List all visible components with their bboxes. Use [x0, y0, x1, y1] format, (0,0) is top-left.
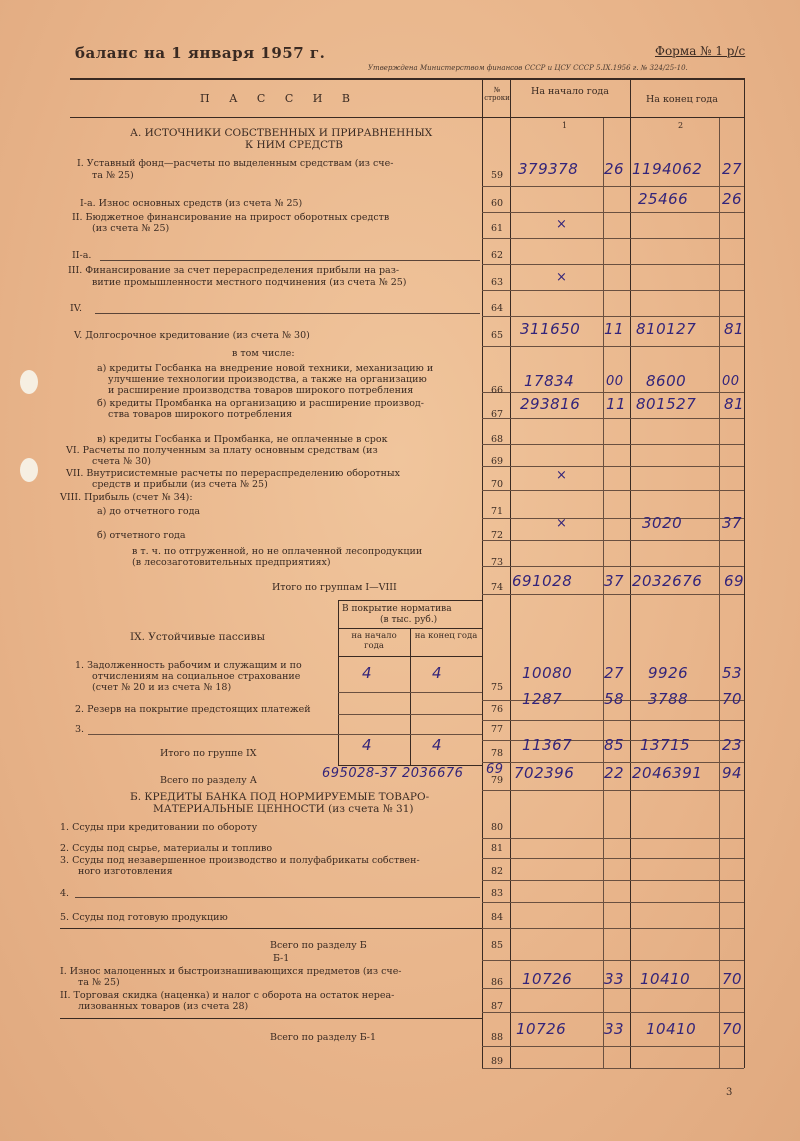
value-59-start-kop: 26 — [604, 160, 625, 178]
section-b-title-cont: МАТЕРИАЛЬНЫЕ ЦЕННОСТИ (из счета № 31) — [153, 803, 414, 815]
row-line — [482, 490, 744, 491]
row-line — [482, 988, 744, 989]
row-line — [482, 902, 744, 903]
passiv-heading: П А С С И В — [200, 92, 358, 105]
section-divider — [60, 928, 482, 929]
value-79-start: 702396 — [514, 764, 575, 782]
row-line — [482, 418, 744, 419]
value-74-start-kop: 37 — [604, 572, 625, 590]
row-73-label: в т. ч. по отгруженной, но не оплаченной лесопродукции — [132, 546, 423, 557]
cover-row-line — [338, 714, 482, 715]
row-line — [482, 540, 744, 541]
row-line — [482, 238, 744, 239]
line-number: 63 — [490, 277, 504, 288]
row-75-label: 1. Задолженность рабочим и служащим и по — [75, 660, 302, 671]
row-76-label: 2. Резерв на покрытие предстоящих платежей — [75, 704, 311, 715]
line-number: 73 — [490, 557, 504, 568]
line-number: 59 — [490, 170, 504, 181]
value-72-end: 3020 — [642, 514, 683, 532]
line-number-heading: № строки — [484, 86, 510, 102]
row-88-label: Всего по разделу Б-1 — [270, 1032, 376, 1043]
row-line — [482, 444, 744, 445]
value-60-end: 25466 — [638, 190, 689, 208]
row-viii-label: VIII. Прибыль (счет № 34): — [60, 492, 193, 503]
row-line — [482, 1068, 744, 1069]
row-64-label: IV. — [70, 303, 82, 314]
value-60-end-kop: 26 — [722, 190, 743, 208]
value-65-end: 810127 — [636, 320, 697, 338]
value-86-end-kop: 70 — [722, 970, 743, 988]
group-ix-title: IX. Устойчивые пассивы — [130, 631, 265, 643]
row-line — [482, 316, 744, 317]
line-number: 84 — [490, 912, 504, 923]
line-number: 68 — [490, 434, 504, 445]
value-67-start: 293816 — [520, 395, 581, 413]
row-line — [482, 1012, 744, 1013]
value-79-end-kop: 94 — [722, 764, 743, 782]
row-85-label: Всего по разделу Б — [270, 940, 367, 951]
row-66-label: а) кредиты Госбанка на внедрение новой техники, механизацию и — [97, 363, 434, 374]
row-line — [482, 790, 744, 791]
row-line — [482, 186, 744, 187]
value-76-start: 1287 — [522, 690, 563, 708]
row-line — [482, 880, 744, 881]
value-67-end-kop: 81 — [724, 395, 745, 413]
row-62-label: II-а. — [72, 250, 92, 261]
row-63-label-cont: витие промышленности местного подчинения (из счета № 25) — [92, 277, 407, 288]
value-88-start-kop: 33 — [604, 1020, 625, 1038]
section-a-title-cont: К НИМ СРЕДСТВ — [245, 139, 343, 151]
row-line — [482, 838, 744, 839]
value-79-note-kop: 69 — [486, 762, 504, 777]
row-line — [482, 762, 744, 763]
value-78-start: 11367 — [522, 736, 573, 754]
row-line — [482, 566, 744, 567]
row-78-label: Итого по группе IX — [160, 748, 257, 759]
cover-start-heading: на начало года — [351, 631, 397, 651]
cover-heading-units: (в тыс. руб.) — [380, 615, 438, 625]
cover-row-line — [88, 734, 482, 735]
cover-table-top — [338, 600, 482, 601]
value-75-cover-end: 4 — [432, 664, 443, 682]
row-line — [482, 720, 744, 721]
line-number: 69 — [490, 456, 504, 467]
balance-date-title: баланс на 1 января 1957 г. — [75, 44, 326, 62]
mark-72: × — [556, 516, 568, 531]
value-67-start-kop: 11 — [606, 395, 627, 413]
cover-table-sub — [338, 628, 482, 629]
line-number: 87 — [490, 1001, 504, 1012]
mark-61: × — [556, 217, 568, 232]
value-79-end: 2046391 — [632, 764, 703, 782]
value-59-end-kop: 27 — [722, 160, 743, 178]
line-number: 70 — [490, 479, 504, 490]
row-67-label-cont: ства товаров широкого потребления — [108, 409, 293, 420]
value-79-note: 695028-37 2036676 — [322, 766, 464, 781]
row-line — [482, 264, 744, 265]
line-number: 72 — [490, 530, 504, 541]
line-number: 61 — [490, 223, 504, 234]
column-divider — [744, 78, 745, 1068]
value-66-start: 17834 — [524, 372, 575, 390]
value-65-start-kop: 11 — [604, 320, 625, 338]
row-82-label: 3. Ссуды под незавершенное производство и полуфабрикаты собствен- — [60, 855, 420, 866]
row-59-label-cont: та № 25) — [92, 170, 134, 181]
line-number: 71 — [490, 506, 504, 517]
value-76-start-kop: 58 — [604, 690, 625, 708]
value-66-start-kop: 00 — [606, 374, 624, 389]
value-88-end: 10410 — [646, 1020, 697, 1038]
line-number: 66 — [490, 385, 504, 396]
row-line — [482, 212, 744, 213]
punch-hole — [20, 458, 38, 482]
row-81-label: 2. Ссуды под сырье, материалы и топливо — [60, 843, 273, 854]
row-74-label: Итого по группам I—VIII — [272, 582, 397, 593]
value-74-end-kop: 69 — [724, 572, 745, 590]
row-66-label-cont2: и расширение производства товаров широкого потребления — [108, 385, 414, 396]
line-number: 81 — [490, 843, 504, 854]
section-a-title: А. ИСТОЧНИКИ СОБСТВЕННЫХ И ПРИРАВНЕННЫХ — [130, 127, 433, 139]
value-65-end-kop: 81 — [724, 320, 745, 338]
row-68-label: в) кредиты Госбанка и Промбанка, не оплаченные в срок — [97, 434, 388, 445]
value-88-start: 10726 — [516, 1020, 567, 1038]
cover-heading: В покрытие норматива — [342, 604, 452, 614]
line-number: 65 — [490, 330, 504, 341]
row-65-label: V. Долгосрочное кредитование (из счета № 30) — [74, 330, 310, 341]
row-63-label: III. Финансирование за счет перераспределения прибыли на раз- — [68, 265, 400, 276]
kopeck-divider — [719, 118, 720, 1068]
value-59-start: 379378 — [518, 160, 579, 178]
row-line — [482, 594, 744, 595]
value-67-end: 801527 — [636, 395, 697, 413]
value-75-start-kop: 27 — [604, 664, 625, 682]
line-number: 85 — [490, 940, 504, 951]
value-78-end: 13715 — [640, 736, 691, 754]
row-69-label-cont: счета № 30) — [92, 456, 151, 467]
row-line — [482, 392, 744, 393]
line-number: 78 — [490, 748, 504, 759]
value-74-start: 691028 — [512, 572, 573, 590]
table-top-border — [70, 78, 744, 80]
end-year-heading: На конец года — [646, 94, 718, 105]
row-75-label-cont: отчислениям на социальное страхование — [92, 671, 301, 682]
value-72-end-kop: 37 — [722, 514, 743, 532]
column-divider — [482, 78, 483, 1068]
header-bottom-border — [70, 117, 744, 118]
row-70-label-cont: средств и прибыли (из счета № 25) — [92, 479, 268, 490]
value-86-start-kop: 33 — [604, 970, 625, 988]
value-79-start-kop: 22 — [604, 764, 625, 782]
blank-line — [95, 313, 480, 314]
row-82-label-cont: ного изготовления — [78, 866, 173, 877]
value-78-start-kop: 85 — [604, 736, 625, 754]
row-75-label-cont2: (счет № 20 и из счета № 18) — [92, 682, 232, 693]
start-year-heading: На начало года — [531, 86, 609, 97]
value-78-cover-start: 4 — [362, 736, 373, 754]
row-71-label: а) до отчетного года — [97, 506, 201, 517]
value-66-end: 8600 — [646, 372, 687, 390]
line-number: 62 — [490, 250, 504, 261]
form-number: Форма № 1 р/с — [655, 44, 746, 58]
row-59-label: I. Уставный фонд—расчеты по выделенным средствам (из сче- — [77, 158, 394, 169]
approval-note: Утверждена Министерством финансов СССР и ЦСУ СССР 5.IX.1956 г. № 324/25-10. — [368, 64, 688, 72]
line-number: 77 — [490, 724, 504, 735]
blank-line — [75, 897, 480, 898]
row-69-label: VI. Расчеты по полученным за плату основным средствам (из — [66, 445, 378, 456]
row-66-label-cont: улучшение технологии производства, а также на организацию — [108, 374, 427, 385]
value-59-end: 1194062 — [632, 160, 703, 178]
line-number: 60 — [490, 198, 504, 209]
row-70-label: VII. Внутрисистемные расчеты по перераспределению оборотных — [66, 468, 400, 479]
row-84-label: 5. Ссуды под готовую продукцию — [60, 912, 228, 923]
value-78-cover-end: 4 — [432, 736, 443, 754]
row-72-label: б) отчетного года — [97, 530, 186, 541]
value-75-start: 10080 — [522, 664, 573, 682]
value-86-end: 10410 — [640, 970, 691, 988]
row-79-label: Всего по разделу А — [160, 775, 257, 786]
column-divider — [630, 78, 631, 1068]
line-number: 82 — [490, 866, 504, 877]
line-number: 67 — [490, 409, 504, 420]
section-divider — [60, 1018, 482, 1019]
cover-end-heading: на конец года — [414, 631, 478, 641]
row-line — [482, 290, 744, 291]
line-number: 79 — [490, 775, 504, 786]
row-line — [482, 858, 744, 859]
line-number: 83 — [490, 888, 504, 899]
row-87-label-cont: лизованных товаров (из счета 28) — [78, 1001, 249, 1012]
row-80-label: 1. Ссуды при кредитовании по обороту — [60, 822, 258, 833]
line-number: 80 — [490, 822, 504, 833]
row-86-label-cont: та № 25) — [78, 977, 120, 988]
value-76-end-kop: 70 — [722, 690, 743, 708]
line-number: 75 — [490, 682, 504, 693]
row-line — [482, 928, 744, 929]
row-line — [482, 960, 744, 961]
column-divider — [510, 78, 511, 1068]
row-86-label: I. Износ малоценных и быстроизнашивающихся предметов (из сче- — [60, 966, 402, 977]
value-75-cover-start: 4 — [362, 664, 373, 682]
cover-table-mid — [410, 628, 411, 765]
row-87-label: II. Торговая скидка (наценка) и налог с оборота на остаток нереа- — [60, 990, 395, 1001]
value-65-start: 311650 — [520, 320, 581, 338]
column-number-1: 1 — [562, 121, 568, 130]
blank-line — [100, 260, 480, 261]
section-b-title: Б. КРЕДИТЫ БАНКА ПОД НОРМИРУЕМЫЕ ТОВАРО- — [130, 791, 430, 803]
line-number: 64 — [490, 303, 504, 314]
line-number: 89 — [490, 1056, 504, 1067]
value-74-end: 2032676 — [632, 572, 703, 590]
line-number: 86 — [490, 977, 504, 988]
row-line — [482, 466, 744, 467]
page-number: 3 — [726, 1087, 733, 1098]
row-61-label-cont: (из счета № 25) — [92, 223, 170, 234]
row-77-label: 3. — [75, 724, 85, 735]
kopeck-divider — [603, 118, 604, 1068]
mark-70: × — [556, 468, 568, 483]
row-83-label: 4. — [60, 888, 70, 899]
mark-63: × — [556, 270, 568, 285]
value-75-end-kop: 53 — [722, 664, 743, 682]
row-line — [482, 1046, 744, 1047]
cover-table-left — [338, 600, 339, 765]
value-78-end-kop: 23 — [722, 736, 743, 754]
cover-table-head-bottom — [338, 656, 482, 657]
cover-row-line — [338, 692, 482, 693]
line-number: 88 — [490, 1032, 504, 1043]
line-number: 74 — [490, 582, 504, 593]
row-67-label: б) кредиты Промбанка на организацию и расширение производ- — [97, 398, 424, 409]
row-61-label: II. Бюджетное финансирование на прирост оборотных средств — [72, 212, 390, 223]
value-75-end: 9926 — [648, 664, 689, 682]
row-60-label: I-а. Износ основных средств (из счета № 25) — [80, 198, 303, 209]
row-line — [482, 346, 744, 347]
value-88-end-kop: 70 — [722, 1020, 743, 1038]
line-number: 76 — [490, 704, 504, 715]
column-number-2: 2 — [678, 121, 684, 130]
including-label: в том числе: — [232, 348, 295, 359]
punch-hole — [20, 370, 38, 394]
row-line — [482, 518, 744, 519]
value-76-end: 3788 — [648, 690, 689, 708]
row-73-label-cont: (в лесозаготовительных предприятиях) — [132, 557, 331, 568]
value-86-start: 10726 — [522, 970, 573, 988]
value-66-end-kop: 00 — [722, 374, 740, 389]
section-b1-title: Б-1 — [273, 953, 290, 964]
